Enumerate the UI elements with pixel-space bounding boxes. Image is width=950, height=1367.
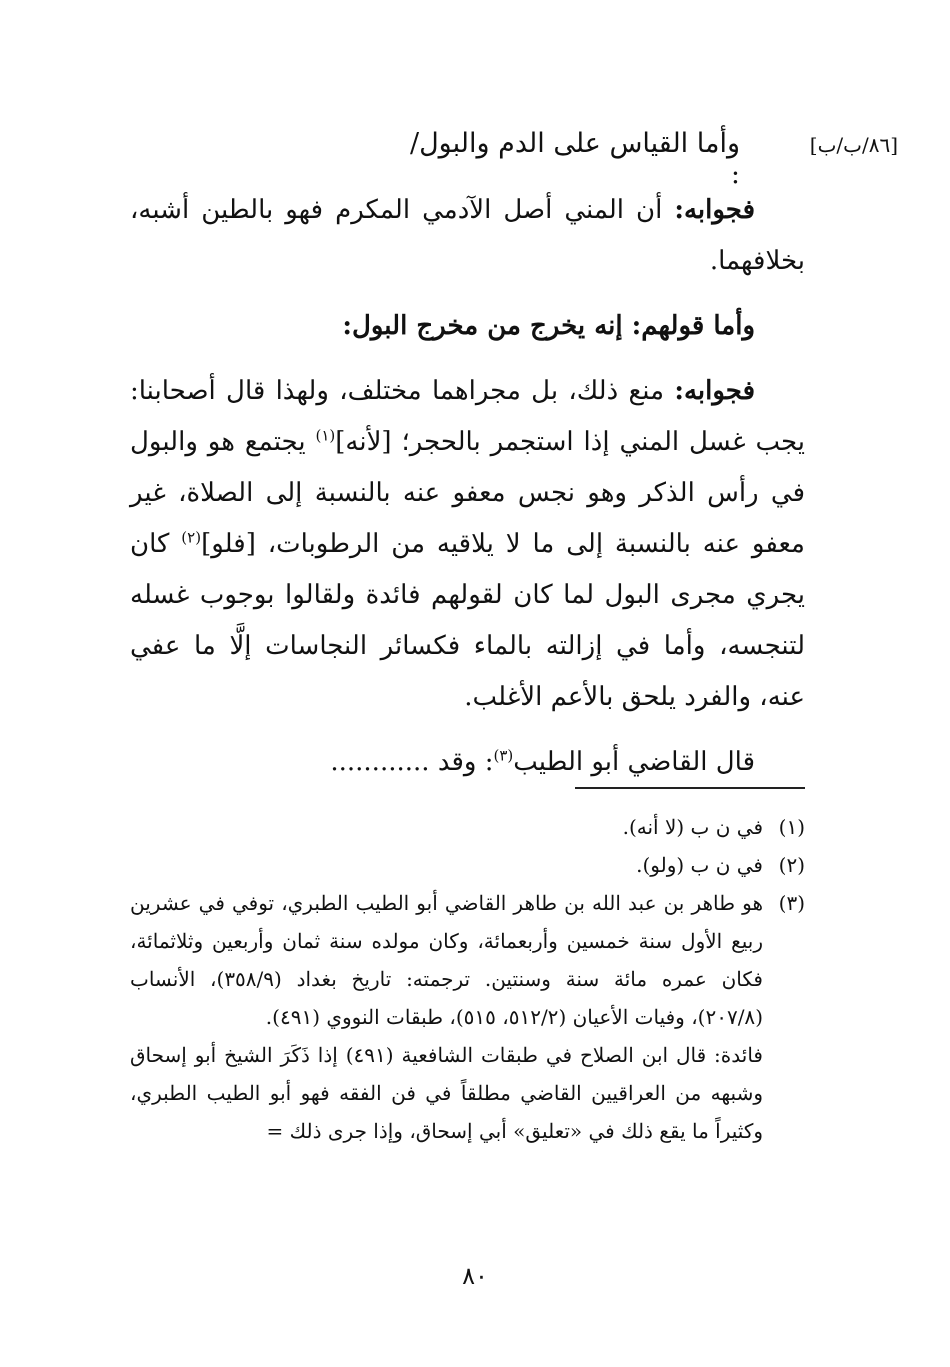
footnotes	[130, 808, 805, 1150]
paragraph-text: أن المني أصل الآدمي المكرم فهو بالطين أشبه، بخلافهما.	[130, 195, 805, 276]
answer-label: فجوابه:	[674, 376, 755, 406]
footnote-text: هو طاهر بن عبد الله بن طاهر القاضي أبو الطيب الطبري، توفي في عشرين ربيع الأول سنة خمسين وأربعمائة، وكان مولده سنة ثمان وأربعين وثلاثمائة، فكان عمره مائة سنة وسنتين. ترجمته: تاريخ بغداد (٣٥٨/٩)، الأنساب (٢٠٧/٨)، وفيات الأعيان (٥١٢/٢، ٥١٥)، طبقات النووي (٤٩١).	[130, 891, 763, 1029]
paragraph-text: : وقد	[437, 747, 494, 777]
page-number: ٨٠	[462, 1262, 488, 1290]
footnote-2	[130, 846, 805, 884]
footnote-ref-3[interactable]: (٣)	[493, 746, 514, 765]
footnote-number: (٢)	[778, 853, 805, 877]
paragraph-text: قال القاضي أبو الطيب	[513, 747, 755, 777]
margin-folio-marker: [٨٦/ب/ب]	[809, 133, 898, 157]
paragraph-text: كان يجري مجرى البول لما كان لقولهم فائدة ولقالوا بوجوب غسله لتنجسه، وأما في إزالته بالماء فكسائر النجاسات إلَّا ما عفي عنه، والفرد يلحق بالأعم الأغلب.	[130, 529, 805, 712]
footnote-number: (١)	[778, 815, 805, 839]
footnote-3	[130, 884, 805, 1036]
footnote-separator	[575, 787, 805, 789]
paragraph-text: يجتمع هو والبول في رأس الذكر وهو نجس معفو عنه بالنسبة إلى الصلاة، غير معفو عنه بالنسبة إلى ما لا يلاقيه من الرطوبات، [فلو]	[130, 427, 805, 559]
continuation-dots: ............	[330, 747, 430, 777]
paragraph-qadi	[130, 737, 805, 788]
answer-label: فجوابه:	[674, 195, 755, 225]
footnote-text: في ن ب (لا أنه).	[622, 815, 763, 839]
footnote-ref-1[interactable]: (١)	[315, 426, 336, 445]
main-text	[130, 185, 805, 794]
section-heading: وأما القياس على الدم والبول/ :	[409, 128, 740, 190]
benefit-note: فائدة: قال ابن الصلاح في طبقات الشافعية (٤٩١) إذا ذَكَرَ الشيخ أبو إسحاق وشبهه من العراقيين القاضي مطلقاً في فن الفقه فهو أبو الطيب الطبري، وكثيراً ما يقع ذلك في «تعليق» أبي إسحاق، وإذا جرى ذلك =	[130, 1043, 763, 1143]
footnote-ref-2[interactable]: (٢)	[181, 528, 202, 547]
paragraph-answer-2	[130, 366, 805, 723]
footnote-1	[130, 808, 805, 846]
paragraph-objection	[130, 301, 805, 352]
footnote-text: في ن ب (ولو).	[636, 853, 763, 877]
paragraph-text: منع ذلك، بل مجراهما مختلف، ولهذا قال أصحابنا: يجب غسل المني إذا استجمر بالحجر؛ [لأنه]	[130, 376, 805, 457]
footnote-number: (٣)	[778, 891, 805, 915]
paragraph-answer-1	[130, 185, 805, 287]
objection-text: وأما قولهم: إنه يخرج من مخرج البول:	[342, 311, 755, 341]
